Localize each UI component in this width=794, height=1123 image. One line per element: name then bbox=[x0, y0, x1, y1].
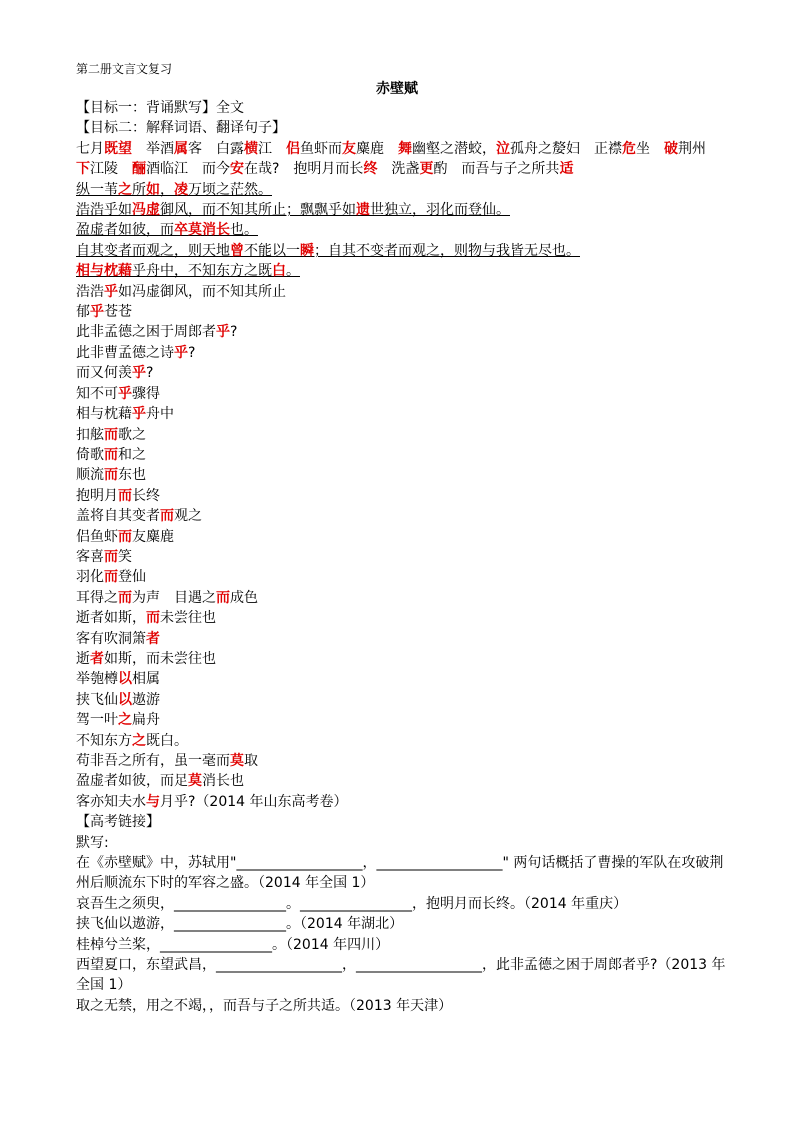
highlighted-word: 莫 bbox=[188, 773, 202, 790]
text-line bbox=[76, 98, 726, 118]
highlighted-word: 者 bbox=[90, 650, 104, 667]
highlighted-word: 安 bbox=[230, 161, 244, 178]
text-line bbox=[76, 629, 726, 649]
text-line bbox=[76, 935, 726, 955]
text-line bbox=[76, 200, 726, 220]
text-segment: 洗盏 bbox=[377, 161, 420, 178]
highlighted-word: 而 bbox=[118, 589, 132, 606]
highlighted-word: 与 bbox=[146, 793, 160, 810]
highlighted-word: 酾 bbox=[132, 161, 146, 178]
highlighted-word: 泣 bbox=[496, 140, 510, 157]
highlighted-word: 冯虚 bbox=[132, 202, 160, 219]
highlighted-word: 而 bbox=[118, 528, 132, 545]
text-segment: 浩浩乎如 bbox=[76, 202, 132, 219]
text-line bbox=[76, 282, 726, 302]
highlighted-word: 终 bbox=[363, 161, 378, 178]
text-line bbox=[76, 710, 726, 730]
text-segment: 和之 bbox=[118, 446, 146, 463]
highlighted-word: 而 bbox=[118, 487, 132, 504]
text-segment: 江陵 bbox=[90, 161, 132, 178]
highlighted-word: 而 bbox=[216, 589, 230, 606]
text-segment: 骤得 bbox=[132, 385, 160, 402]
text-segment: 七月 bbox=[76, 140, 104, 157]
highlighted-word: 而 bbox=[160, 508, 174, 525]
text-segment: ? bbox=[188, 344, 196, 361]
text-line bbox=[76, 833, 726, 853]
text-segment: 浩浩 bbox=[76, 283, 104, 300]
text-line bbox=[76, 139, 726, 159]
text-segment: 如冯虚御风，而不知其所止 bbox=[118, 283, 286, 300]
highlighted-word: 友 bbox=[342, 140, 356, 157]
highlighted-word: 属 bbox=[174, 140, 188, 157]
text-segment: 取 bbox=[244, 753, 258, 769]
highlighted-word: 乎 bbox=[216, 324, 230, 341]
highlighted-word: 下 bbox=[76, 161, 90, 178]
text-segment: 也。 bbox=[230, 222, 258, 239]
highlighted-word: 白 bbox=[272, 263, 286, 280]
text-line bbox=[76, 771, 726, 791]
highlighted-word: 以 bbox=[118, 691, 132, 708]
highlighted-word: 者 bbox=[146, 630, 160, 647]
highlighted-word: 之 bbox=[118, 181, 132, 198]
highlighted-word: 既望 bbox=[104, 140, 132, 157]
text-segment: 酌 而吾与子之所共 bbox=[433, 161, 560, 178]
text-segment: 纵一苇 bbox=[76, 181, 118, 198]
text-line bbox=[76, 220, 726, 240]
highlighted-word: 破 bbox=[664, 140, 678, 157]
text-line bbox=[76, 996, 726, 1016]
text-segment: 东也 bbox=[118, 467, 146, 484]
text-segment: 江 bbox=[258, 140, 286, 157]
text-segment: 遨游 bbox=[132, 691, 160, 708]
text-line bbox=[76, 445, 726, 465]
text-segment: 鱼虾而 bbox=[300, 140, 342, 157]
text-segment: 挟飞仙以遨游，________________。（2014 年湖北） bbox=[76, 916, 404, 933]
text-segment: 侣鱼虾 bbox=[76, 528, 118, 545]
text-segment: 观之 bbox=[174, 508, 202, 525]
highlighted-word: 而 bbox=[104, 446, 118, 463]
text-segment: 苟非吾之所有，虽一毫而 bbox=[76, 753, 230, 769]
text-segment: 哀吾生之须臾，________________。________________，抱明月而长终。（2014 年重庆） bbox=[76, 895, 628, 912]
text-segment: 客亦知夫水 bbox=[76, 793, 146, 810]
highlighted-word: 乎 bbox=[132, 406, 146, 423]
text-segment: ? bbox=[146, 365, 154, 382]
text-segment: 麋鹿 bbox=[356, 140, 398, 157]
text-line bbox=[76, 812, 726, 832]
text-line bbox=[76, 914, 726, 934]
text-segment: 舟中 bbox=[146, 406, 174, 423]
highlighted-word: 遗 bbox=[356, 202, 370, 219]
text-line bbox=[76, 588, 726, 608]
text-segment: 盈虚者如彼，而足 bbox=[76, 773, 188, 790]
highlighted-word: 而 bbox=[104, 467, 118, 484]
text-line bbox=[76, 241, 726, 261]
highlighted-word: 乎 bbox=[104, 283, 118, 300]
text-line bbox=[76, 384, 726, 404]
text-segment: 登仙 bbox=[118, 569, 146, 586]
text-segment: 扣舷 bbox=[76, 426, 104, 443]
text-segment: 自其变者而观之，则天地 bbox=[76, 242, 230, 259]
text-segment: 逝 bbox=[76, 650, 90, 667]
text-segment: ， bbox=[160, 181, 174, 198]
text-segment: 万顷之茫然。 bbox=[188, 181, 272, 198]
text-segment: 客 白露 bbox=[188, 140, 244, 157]
text-segment: 未尝往也 bbox=[160, 610, 216, 627]
text-line bbox=[76, 853, 726, 894]
text-segment: 消长也 bbox=[202, 773, 244, 790]
text-segment: 盈虚者如彼，而 bbox=[76, 222, 174, 239]
text-segment: 客有吹洞箫 bbox=[76, 630, 146, 647]
text-line bbox=[76, 118, 726, 138]
text-segment: 笑 bbox=[118, 548, 132, 565]
text-line bbox=[76, 363, 726, 383]
text-segment: 【目标二：解释词语、翻译句子】 bbox=[76, 120, 286, 137]
text-segment: 西望夏口，东望武昌，__________________，__________________，此非孟德之困于周郎者乎?（2013 年全国 1） bbox=[76, 957, 726, 994]
text-segment: 孤舟之嫠妇 正襟 bbox=[510, 140, 622, 157]
text-segment: 歌之 bbox=[118, 426, 146, 443]
text-segment: 长终 bbox=[132, 487, 160, 504]
text-line bbox=[76, 649, 726, 669]
text-segment: 相属 bbox=[132, 671, 160, 688]
text-line bbox=[76, 669, 726, 689]
text-segment: 默写: bbox=[76, 834, 109, 851]
text-segment: 幽壑之潜蛟， bbox=[412, 140, 496, 157]
text-segment: 取之无禁，用之不竭，，而吾与子之所共适。（2013 年天津） bbox=[76, 997, 453, 1014]
highlighted-word: 乎 bbox=[174, 344, 188, 361]
highlighted-word: 以 bbox=[118, 671, 132, 688]
text-line bbox=[76, 955, 726, 996]
text-line bbox=[76, 547, 726, 567]
text-segment: 成色 bbox=[230, 589, 258, 606]
text-segment: 客喜 bbox=[76, 548, 104, 565]
text-segment: 举匏樽 bbox=[76, 671, 118, 688]
document-body bbox=[76, 98, 726, 1016]
highlighted-word: 乎 bbox=[118, 385, 132, 402]
highlighted-word: 之 bbox=[132, 732, 146, 749]
text-line bbox=[76, 751, 726, 771]
text-line bbox=[76, 486, 726, 506]
highlighted-word: 乎 bbox=[132, 365, 146, 382]
text-line bbox=[76, 302, 726, 322]
text-segment: 挟飞仙 bbox=[76, 691, 118, 708]
text-line bbox=[76, 690, 726, 710]
text-segment: 月乎?（2014 年山东高考卷） bbox=[160, 793, 348, 810]
highlighted-word: 横 bbox=[244, 140, 258, 157]
text-segment: 【目标一：背诵默写】全文 bbox=[76, 100, 244, 116]
text-segment: 坐 bbox=[636, 140, 664, 157]
text-segment: 耳得之 bbox=[76, 589, 118, 606]
text-segment: 所 bbox=[132, 181, 146, 198]
text-segment: 不知东方 bbox=[76, 732, 132, 749]
text-segment: 世独立，羽化而登仙。 bbox=[370, 202, 510, 219]
highlighted-word: 相与枕藉 bbox=[76, 263, 132, 280]
text-segment: 倚歌 bbox=[76, 446, 104, 463]
highlighted-word: 瞬 bbox=[300, 242, 314, 259]
text-segment: 郁 bbox=[76, 304, 90, 321]
text-segment: 如斯，而未尝往也 bbox=[104, 650, 216, 667]
highlighted-word: 危 bbox=[622, 140, 636, 157]
text-line bbox=[76, 404, 726, 424]
page-header: 第二册文言文复习 bbox=[76, 62, 173, 76]
text-line bbox=[76, 180, 726, 200]
text-line bbox=[76, 465, 726, 485]
text-line bbox=[76, 894, 726, 914]
highlighted-word: 之 bbox=[118, 712, 132, 729]
highlighted-word: 适 bbox=[559, 161, 574, 178]
text-segment: 不能以一 bbox=[244, 242, 300, 259]
highlighted-word: 莫 bbox=[230, 753, 244, 769]
text-segment: 为声 目遇之 bbox=[132, 589, 216, 606]
text-segment: 御风，而不知其所止；飘飘乎如 bbox=[160, 202, 356, 219]
document-title: 赤壁赋 bbox=[376, 81, 418, 97]
text-segment: 羽化 bbox=[76, 569, 104, 586]
text-segment: ；自其不变者而观之，则物与我皆无尽也。 bbox=[314, 242, 580, 259]
highlighted-word: 乎 bbox=[90, 304, 104, 321]
text-segment: 酒临江 而今 bbox=[146, 161, 230, 178]
text-line bbox=[76, 567, 726, 587]
highlighted-word: 而 bbox=[104, 548, 118, 565]
text-segment: 而又何羡 bbox=[76, 365, 132, 382]
text-segment: 【高考链接】 bbox=[76, 814, 160, 831]
text-segment: 顺流 bbox=[76, 467, 104, 484]
text-segment: 此非孟德之困于周郎者 bbox=[76, 324, 216, 341]
text-segment: 荆州 bbox=[678, 140, 706, 157]
highlighted-word: 更 bbox=[419, 161, 434, 178]
highlighted-word: 而 bbox=[104, 426, 118, 443]
highlighted-word: 曾 bbox=[230, 242, 244, 259]
text-segment: 既白。 bbox=[146, 732, 188, 749]
highlighted-word: 凌 bbox=[174, 181, 188, 198]
text-line bbox=[76, 343, 726, 363]
text-segment: 知不可 bbox=[76, 385, 118, 402]
text-segment: 驾一叶 bbox=[76, 712, 118, 729]
text-line bbox=[76, 322, 726, 342]
text-line bbox=[76, 527, 726, 547]
text-line bbox=[76, 425, 726, 445]
text-line bbox=[76, 792, 726, 812]
highlighted-word: 而 bbox=[104, 569, 118, 586]
text-segment: 友麋鹿 bbox=[132, 528, 174, 545]
highlighted-word: 侣 bbox=[286, 140, 300, 157]
text-segment: 在哉? 抱明月而长 bbox=[244, 161, 364, 178]
text-segment: 扁舟 bbox=[132, 712, 160, 729]
text-segment: 。 bbox=[286, 263, 300, 280]
text-segment: 乎舟中，不知东方之既 bbox=[132, 263, 272, 280]
text-segment: 桂棹兮兰桨，________________。（2014 年四川） bbox=[76, 936, 390, 953]
text-segment: 盖将自其变者 bbox=[76, 508, 160, 525]
text-segment: 在《赤壁赋》中，苏轼用"__________________，__________________" 两句话概括了曹操的军队在攻破荆州后顺流东下时的军容之盛。（2014 年全国 1） bbox=[76, 855, 724, 892]
highlighted-word: 而 bbox=[146, 610, 160, 627]
text-segment: 逝者如斯， bbox=[76, 610, 146, 627]
text-line bbox=[76, 159, 726, 179]
text-line bbox=[76, 731, 726, 751]
text-line bbox=[76, 506, 726, 526]
text-line bbox=[76, 261, 726, 281]
text-segment: 相与枕藉 bbox=[76, 406, 132, 423]
highlighted-word: 如 bbox=[146, 181, 160, 198]
text-segment: 举酒 bbox=[132, 140, 174, 157]
text-segment: 抱明月 bbox=[76, 487, 118, 504]
highlighted-word: 舞 bbox=[398, 140, 412, 157]
text-line bbox=[76, 608, 726, 628]
highlighted-word: 卒莫消长 bbox=[174, 222, 230, 239]
text-segment: 此非曹孟德之诗 bbox=[76, 344, 174, 361]
text-segment: ? bbox=[230, 324, 238, 341]
text-segment: 苍苍 bbox=[104, 304, 132, 321]
